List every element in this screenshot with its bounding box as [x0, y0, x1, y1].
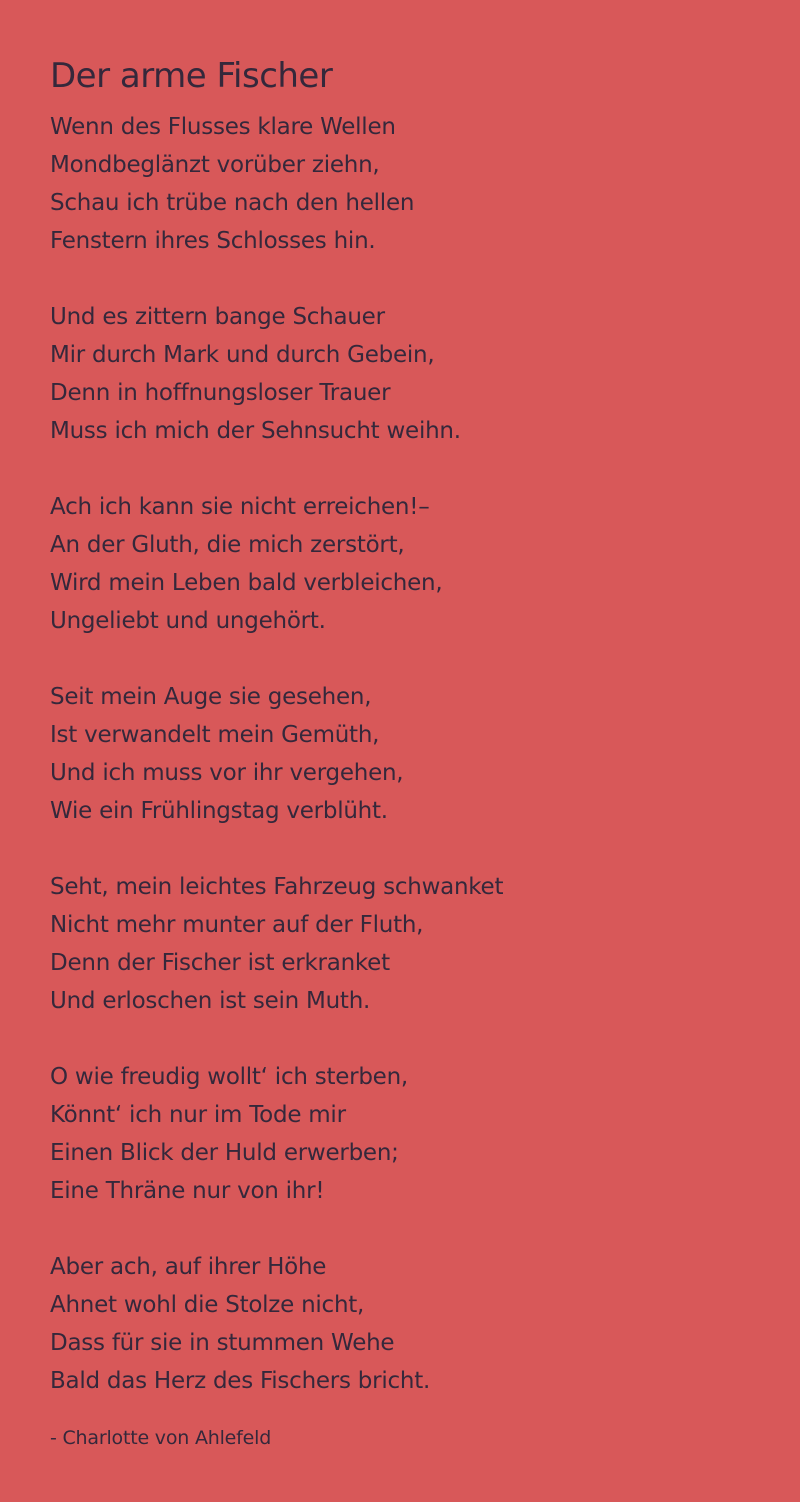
stanza-7: [50, 1248, 750, 1400]
poem-line: An der Gluth, die mich zerstört,: [50, 532, 405, 558]
poem-line: Eine Thräne nur von ihr!: [50, 1178, 325, 1204]
poem-line: Denn der Fischer ist erkranket: [50, 950, 390, 976]
stanza-6: [50, 1058, 750, 1210]
stanza-4: [50, 678, 750, 830]
poem-line: Aber ach, auf ihrer Höhe: [50, 1254, 327, 1280]
poem-title: Der arme Fischer: [50, 56, 333, 96]
poem-line: Fenstern ihres Schlosses hin.: [50, 228, 376, 254]
poem-line: Schau ich trübe nach den hellen: [50, 190, 415, 216]
poem-line: Mir durch Mark und durch Gebein,: [50, 342, 435, 368]
poem-line: Ach ich kann sie nicht erreichen!–: [50, 494, 430, 520]
poem-line: Wie ein Frühlingstag verblüht.: [50, 798, 388, 824]
poem-line: Und ich muss vor ihr vergehen,: [50, 760, 404, 786]
poem-line: Und es zittern bange Schauer: [50, 304, 385, 330]
poem-line: Dass für sie in stummen Wehe: [50, 1330, 395, 1356]
poem-line: Ahnet wohl die Stolze nicht,: [50, 1292, 365, 1318]
poem-line: Ist verwandelt mein Gemüth,: [50, 722, 380, 748]
poem-line: Ungeliebt und ungehört.: [50, 608, 326, 634]
poem-line: Einen Blick der Huld erwerben;: [50, 1140, 399, 1166]
poem-line: Wird mein Leben bald verbleichen,: [50, 570, 443, 596]
stanza-2: [50, 298, 750, 450]
poem-author: - Charlotte von Ahlefeld: [50, 1427, 272, 1449]
poem-line: Bald das Herz des Fischers bricht.: [50, 1368, 431, 1394]
poem-line: Mondbeglänzt vorüber ziehn,: [50, 152, 380, 178]
stanza-3: [50, 488, 750, 640]
poem-line: Wenn des Flusses klare Wellen: [50, 114, 396, 140]
poem-line: Denn in hoffnungsloser Trauer: [50, 380, 391, 406]
stanza-5: [50, 868, 750, 1020]
stanza-1: [50, 108, 750, 260]
poem-line: Könnt‘ ich nur im Tode mir: [50, 1102, 346, 1128]
poem-body: [50, 108, 750, 1400]
poem-line: Nicht mehr munter auf der Fluth,: [50, 912, 424, 938]
poem-line: Seht, mein leichtes Fahrzeug schwanket: [50, 874, 504, 900]
poem-line: Seit mein Auge sie gesehen,: [50, 684, 372, 710]
poem-line: Und erloschen ist sein Muth.: [50, 988, 371, 1014]
poem-line: O wie freudig wollt‘ ich sterben,: [50, 1064, 408, 1090]
poem-line: Muss ich mich der Sehnsucht weihn.: [50, 418, 461, 444]
